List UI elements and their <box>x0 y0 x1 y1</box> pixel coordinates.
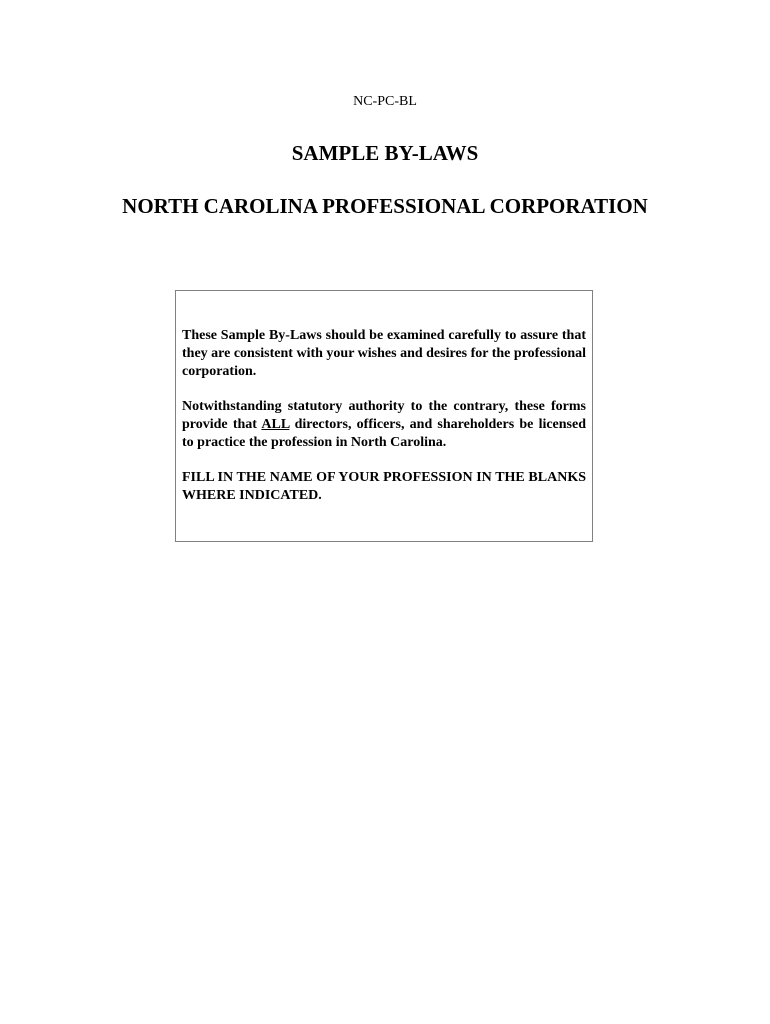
notice-paragraph-instructions: FILL IN THE NAME OF YOUR PROFESSION IN THE BLANKS WHERE INDICATED. <box>182 470 586 503</box>
form-code: NC-PC-BL <box>353 94 417 109</box>
notice-paragraph-licensing <box>182 398 586 452</box>
document-subtitle: NORTH CAROLINA PROFESSIONAL CORPORATION <box>122 194 648 218</box>
notice-paragraph-review: These Sample By-Laws should be examined carefully to assure that they are consistent with your wishes and desires for the professional corporation. <box>182 328 586 379</box>
licensing-text-start: Notwithstanding statutory authority to the contrary, these forms provide that <box>182 399 586 432</box>
licensing-text-end: directors, officers, and shareholders be licensed to practice the profession in North Carolina. <box>182 417 587 450</box>
document-title: SAMPLE BY-LAWS <box>291 141 479 165</box>
licensing-emphasis: ALL <box>261 417 290 432</box>
notice-box <box>175 290 593 542</box>
